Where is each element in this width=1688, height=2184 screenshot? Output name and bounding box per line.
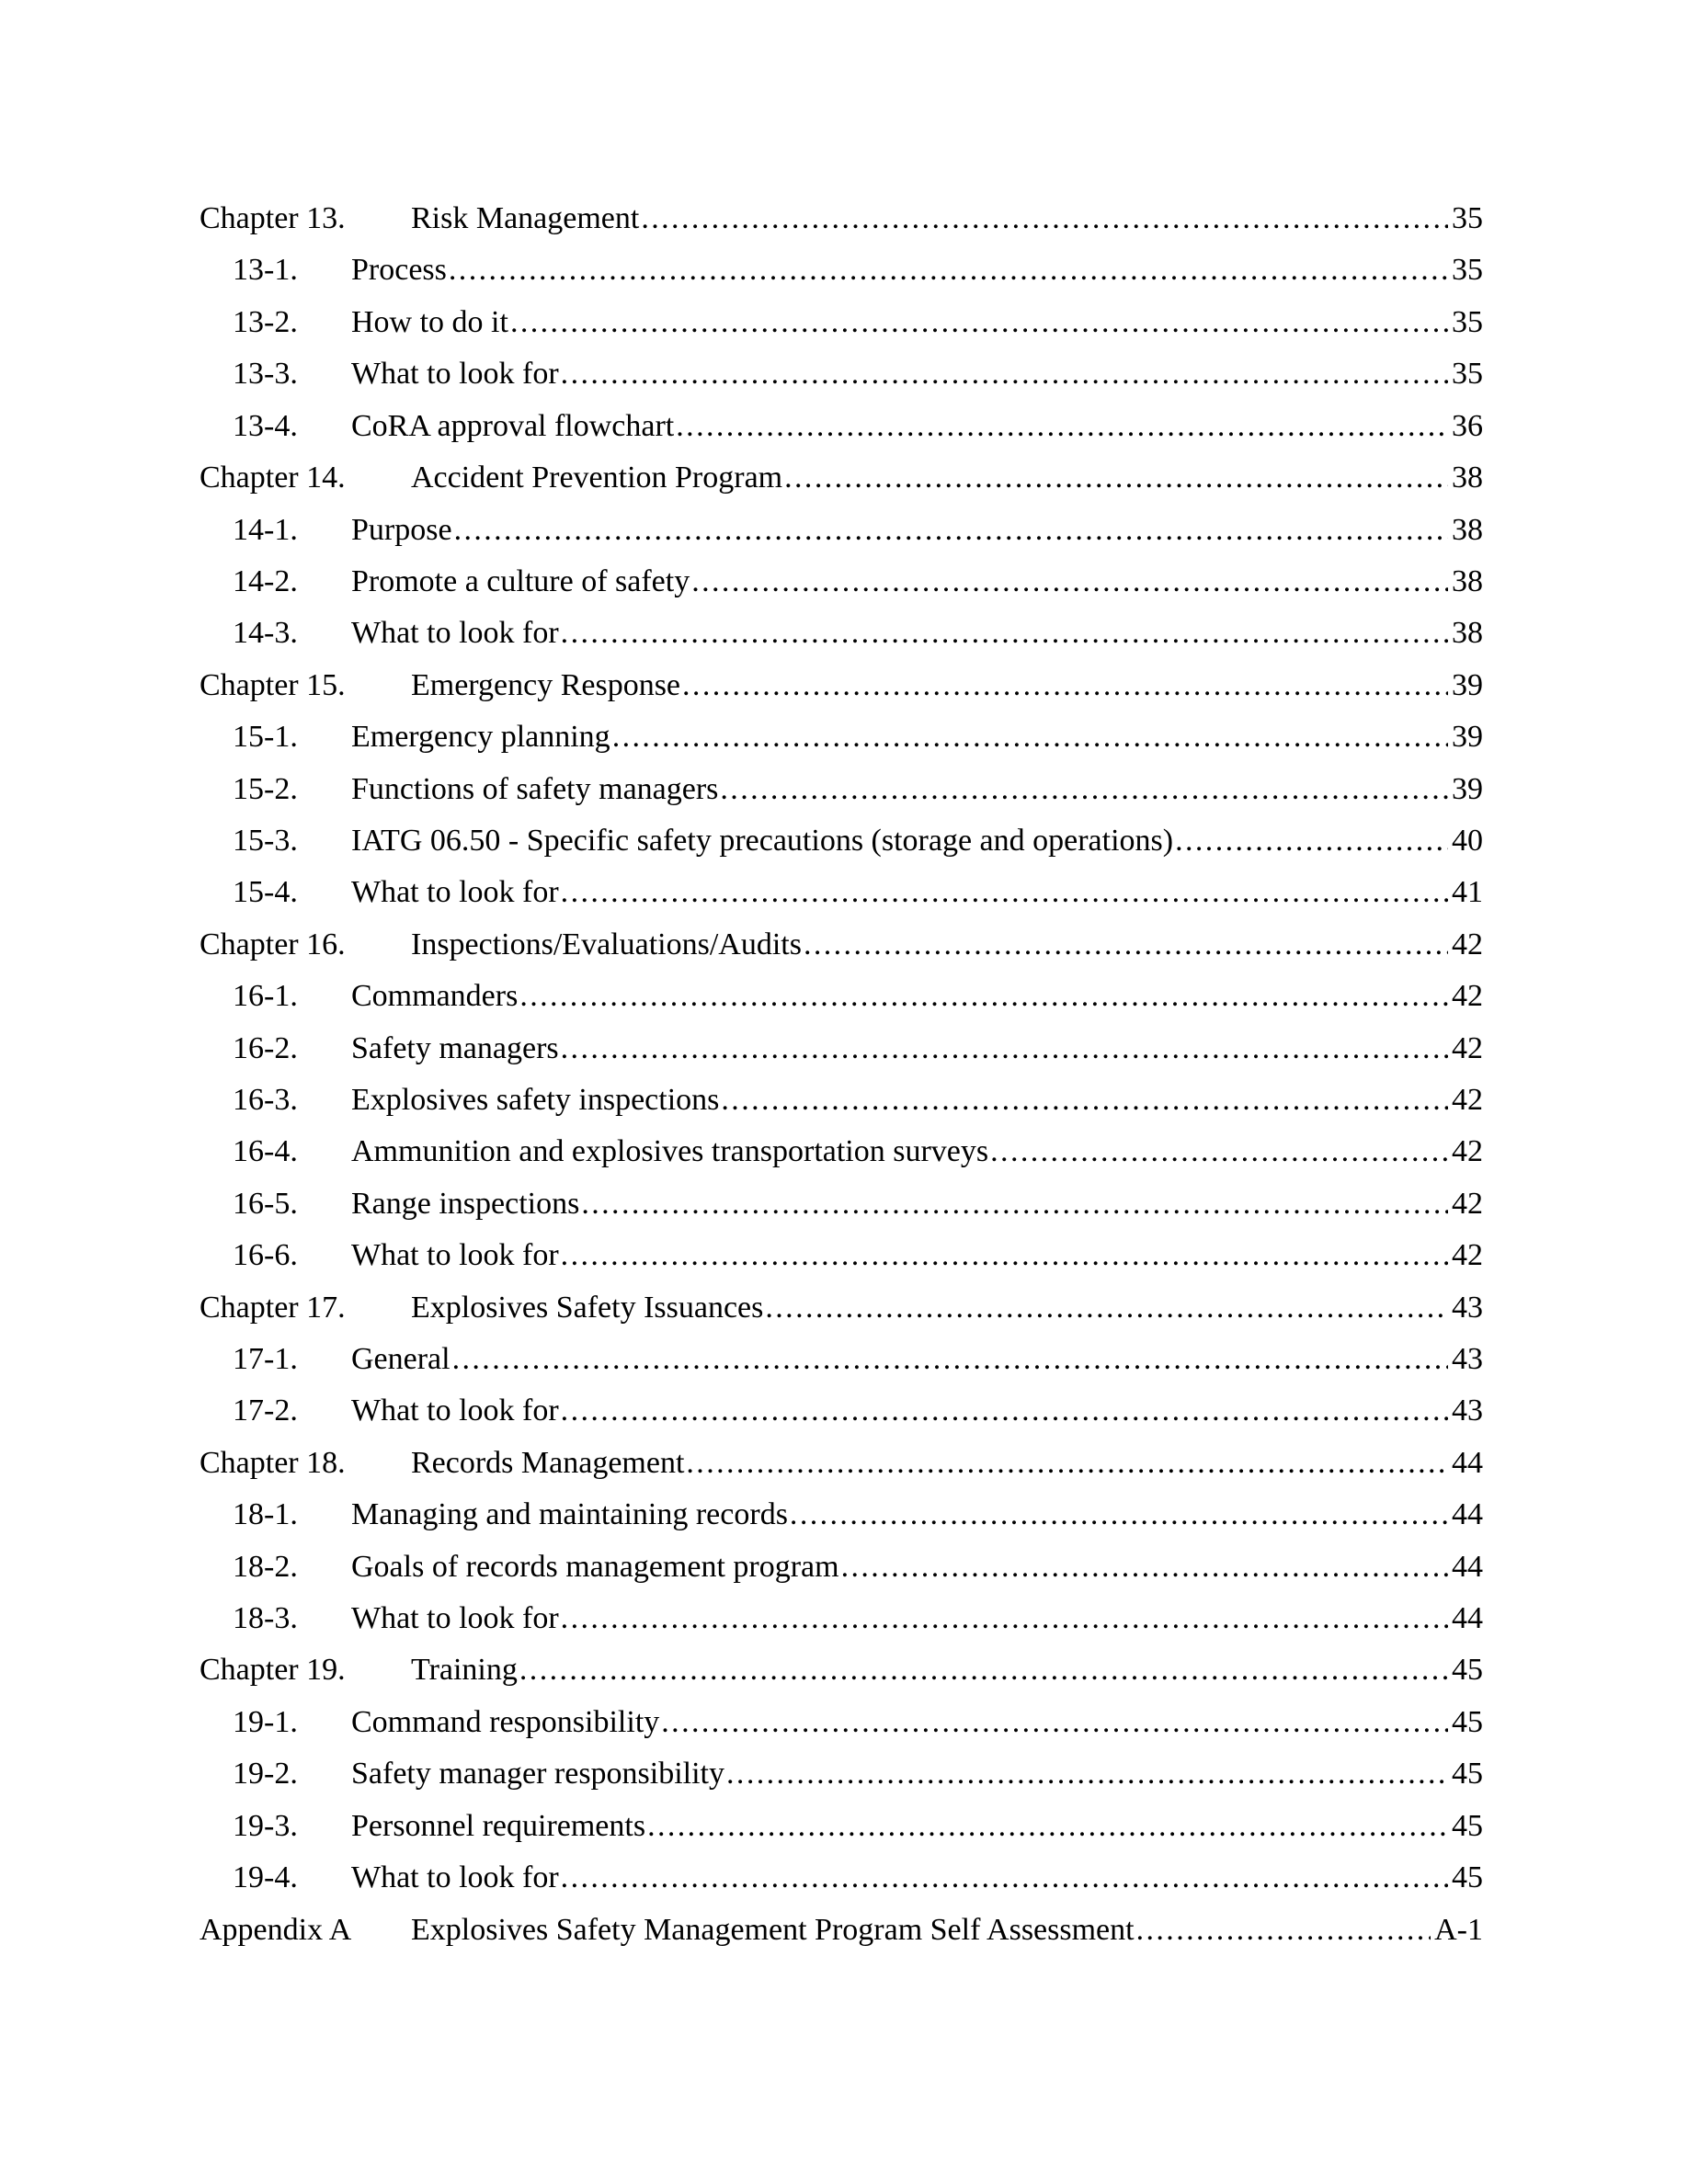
dot-leader	[561, 1600, 1448, 1637]
entry-number: 15-4.	[233, 875, 298, 909]
toc-entry-chapter-15[interactable]	[0, 667, 1688, 704]
entry-number: Chapter 16.	[200, 927, 346, 961]
entry-title: What to look for	[351, 357, 559, 391]
toc-entry-chapter-14[interactable]	[0, 460, 1688, 496]
entry-title: CoRA approval flowchart	[351, 409, 675, 443]
dot-leader	[790, 1496, 1448, 1533]
dot-leader	[561, 874, 1448, 911]
toc-entry-18-3[interactable]	[0, 1600, 1688, 1637]
entry-title: Command responsibility	[351, 1705, 660, 1739]
dot-leader	[720, 771, 1448, 808]
entry-number: 16-2.	[233, 1031, 298, 1065]
entry-page-number: 43	[1452, 1291, 1483, 1325]
entry-number: 13-1.	[233, 253, 298, 287]
entry-number: 17-1.	[233, 1342, 298, 1376]
entry-page-number: 35	[1452, 357, 1483, 391]
entry-page-number: 42	[1452, 979, 1483, 1013]
entry-title: Commanders	[351, 979, 519, 1013]
toc-entry-13-3[interactable]	[0, 356, 1688, 392]
toc-entry-15-4[interactable]	[0, 874, 1688, 911]
entry-number: 18-3.	[233, 1601, 298, 1635]
entry-number: Chapter 15.	[200, 668, 346, 702]
dot-leader	[581, 1186, 1448, 1223]
dot-leader	[691, 563, 1448, 600]
toc-entry-19-4[interactable]	[0, 1860, 1688, 1896]
entry-number: 19-1.	[233, 1705, 298, 1739]
entry-number: 15-1.	[233, 720, 298, 754]
dot-leader	[561, 1030, 1448, 1067]
entry-page-number: 35	[1452, 305, 1483, 339]
entry-number: 19-2.	[233, 1757, 298, 1791]
entry-number: Chapter 13.	[200, 201, 346, 235]
entry-number: 16-4.	[233, 1134, 298, 1168]
entry-title: Goals of records management program	[351, 1550, 839, 1584]
entry-title: What to look for	[351, 875, 559, 909]
dot-leader	[661, 1704, 1448, 1741]
entry-title: Risk Management	[411, 201, 640, 235]
entry-page-number: 40	[1452, 824, 1483, 858]
toc-entry-chapter-17[interactable]	[0, 1290, 1688, 1326]
entry-number: 18-1.	[233, 1497, 298, 1531]
dot-leader	[1136, 1912, 1431, 1949]
dot-leader	[454, 512, 1448, 549]
toc-entry-chapter-13[interactable]	[0, 200, 1688, 237]
entry-page-number: 42	[1452, 1134, 1483, 1168]
entry-number: 14-2.	[233, 564, 298, 598]
entry-page-number: 45	[1452, 1757, 1483, 1791]
entry-title: Emergency planning	[351, 720, 610, 754]
dot-leader	[612, 719, 1448, 756]
entry-title: Purpose	[351, 513, 452, 547]
entry-number: Chapter 18.	[200, 1446, 346, 1480]
entry-page-number: 44	[1452, 1601, 1483, 1635]
entry-title: Range inspections	[351, 1187, 580, 1221]
entry-number: Appendix A	[200, 1913, 352, 1947]
entry-page-number: 39	[1452, 668, 1483, 702]
toc-entry-17-1[interactable]	[0, 1341, 1688, 1378]
dot-leader	[841, 1549, 1448, 1586]
entry-title: Accident Prevention Program	[411, 461, 783, 495]
entry-page-number: 38	[1452, 513, 1483, 547]
entry-number: Chapter 14.	[200, 461, 346, 495]
entry-number: 15-3.	[233, 824, 298, 858]
toc-entry-16-4[interactable]	[0, 1133, 1688, 1170]
entry-page-number: 45	[1452, 1653, 1483, 1687]
toc-entry-16-1[interactable]	[0, 978, 1688, 1015]
entry-page-number: 39	[1452, 772, 1483, 806]
entry-page-number: 45	[1452, 1860, 1483, 1894]
entry-page-number: 42	[1452, 1187, 1483, 1221]
entry-title: Explosives Safety Management Program Self Assessment	[411, 1913, 1135, 1947]
toc-entry-15-1[interactable]	[0, 719, 1688, 756]
entry-title: Explosives safety inspections	[351, 1083, 720, 1117]
toc-entry-14-1[interactable]	[0, 512, 1688, 549]
entry-page-number: 42	[1452, 1031, 1483, 1065]
toc-entry-chapter-16[interactable]	[0, 927, 1688, 963]
entry-page-number: 44	[1452, 1550, 1483, 1584]
entry-number: 19-3.	[233, 1809, 298, 1843]
entry-page-number: 38	[1452, 461, 1483, 495]
toc-entry-16-3[interactable]	[0, 1082, 1688, 1119]
toc-entry-14-2[interactable]	[0, 563, 1688, 600]
dot-leader	[641, 200, 1448, 237]
toc-entry-18-1[interactable]	[0, 1496, 1688, 1533]
entry-title: Ammunition and explosives transportation surveys	[351, 1134, 989, 1168]
entry-number: 13-3.	[233, 357, 298, 391]
toc-entry-18-2[interactable]	[0, 1549, 1688, 1586]
entry-title: Safety managers	[351, 1031, 559, 1065]
toc-entry-16-5[interactable]	[0, 1186, 1688, 1223]
entry-page-number: 45	[1452, 1705, 1483, 1739]
dot-leader	[452, 1341, 1448, 1378]
dot-leader	[449, 252, 1448, 289]
dot-leader	[561, 356, 1448, 392]
entry-page-number: 38	[1452, 616, 1483, 650]
dot-leader	[519, 1652, 1448, 1689]
entry-title: Explosives Safety Issuances	[411, 1291, 764, 1325]
dot-leader	[1175, 823, 1448, 859]
entry-title: IATG 06.50 - Specific safety precautions (storage and operations)	[351, 824, 1174, 858]
entry-page-number: 43	[1452, 1393, 1483, 1428]
dot-leader	[990, 1133, 1448, 1170]
entry-title: Functions of safety managers	[351, 772, 719, 806]
toc-entry-15-2[interactable]	[0, 771, 1688, 808]
entry-page-number: 42	[1452, 1238, 1483, 1272]
dot-leader	[686, 1445, 1448, 1482]
entry-title: What to look for	[351, 1238, 559, 1272]
toc-entry-13-1[interactable]	[0, 252, 1688, 289]
entry-title: What to look for	[351, 1601, 559, 1635]
entry-page-number: 42	[1452, 1083, 1483, 1117]
entry-page-number: 38	[1452, 564, 1483, 598]
dot-leader	[726, 1756, 1448, 1792]
dot-leader	[784, 460, 1448, 496]
toc-entry-14-3[interactable]	[0, 615, 1688, 652]
entry-page-number: A-1	[1434, 1913, 1483, 1947]
dot-leader	[721, 1082, 1448, 1119]
entry-page-number: 42	[1452, 927, 1483, 961]
entry-number: 16-5.	[233, 1187, 298, 1221]
entry-number: Chapter 17.	[200, 1291, 346, 1325]
dot-leader	[561, 1237, 1448, 1274]
toc-entry-15-3[interactable]	[0, 823, 1688, 859]
toc-entry-16-6[interactable]	[0, 1237, 1688, 1274]
entry-title: Emergency Response	[411, 668, 681, 702]
entry-title: What to look for	[351, 616, 559, 650]
toc-entry-19-2[interactable]	[0, 1756, 1688, 1792]
entry-title: Personnel requirements	[351, 1809, 646, 1843]
toc-entry-appendix-a[interactable]	[0, 1912, 1688, 1949]
entry-page-number: 41	[1452, 875, 1483, 909]
toc-entry-13-2[interactable]	[0, 304, 1688, 341]
dot-leader	[561, 1860, 1448, 1896]
toc-entry-chapter-18[interactable]	[0, 1445, 1688, 1482]
dot-leader	[682, 667, 1448, 704]
entry-title: Safety manager responsibility	[351, 1757, 725, 1791]
dot-leader	[804, 927, 1448, 963]
entry-title: Process	[351, 253, 447, 287]
entry-title: What to look for	[351, 1860, 559, 1894]
entry-number: 18-2.	[233, 1550, 298, 1584]
entry-number: 16-6.	[233, 1238, 298, 1272]
toc-entry-19-3[interactable]	[0, 1808, 1688, 1845]
entry-number: Chapter 19.	[200, 1653, 346, 1687]
dot-leader	[765, 1290, 1448, 1326]
entry-title: How to do it	[351, 305, 508, 339]
entry-page-number: 35	[1452, 201, 1483, 235]
entry-page-number: 43	[1452, 1342, 1483, 1376]
dot-leader	[561, 615, 1448, 652]
entry-page-number: 44	[1452, 1497, 1483, 1531]
entry-title: Records Management	[411, 1446, 685, 1480]
dot-leader	[647, 1808, 1448, 1845]
entry-number: 14-3.	[233, 616, 298, 650]
entry-number: 13-2.	[233, 305, 298, 339]
entry-number: 17-2.	[233, 1393, 298, 1428]
entry-number: 14-1.	[233, 513, 298, 547]
entry-title: Inspections/Evaluations/Audits	[411, 927, 802, 961]
entry-page-number: 44	[1452, 1446, 1483, 1480]
entry-page-number: 45	[1452, 1809, 1483, 1843]
entry-title: Training	[411, 1653, 518, 1687]
entry-number: 19-4.	[233, 1860, 298, 1894]
toc-entry-13-4[interactable]	[0, 408, 1688, 445]
entry-title: What to look for	[351, 1393, 559, 1428]
entry-title: Promote a culture of safety	[351, 564, 690, 598]
entry-title: Managing and maintaining records	[351, 1497, 788, 1531]
entry-title: General	[351, 1342, 451, 1376]
dot-leader	[510, 304, 1448, 341]
entry-number: 16-1.	[233, 979, 298, 1013]
entry-page-number: 36	[1452, 409, 1483, 443]
entry-page-number: 39	[1452, 720, 1483, 754]
toc-entry-16-2[interactable]	[0, 1030, 1688, 1067]
toc-entry-chapter-19[interactable]	[0, 1652, 1688, 1689]
dot-leader	[519, 978, 1448, 1015]
dot-leader	[676, 408, 1448, 445]
entry-number: 15-2.	[233, 772, 298, 806]
toc-entry-17-2[interactable]	[0, 1393, 1688, 1429]
entry-number: 13-4.	[233, 409, 298, 443]
dot-leader	[561, 1393, 1448, 1429]
entry-page-number: 35	[1452, 253, 1483, 287]
entry-number: 16-3.	[233, 1083, 298, 1117]
toc-entry-19-1[interactable]	[0, 1704, 1688, 1741]
